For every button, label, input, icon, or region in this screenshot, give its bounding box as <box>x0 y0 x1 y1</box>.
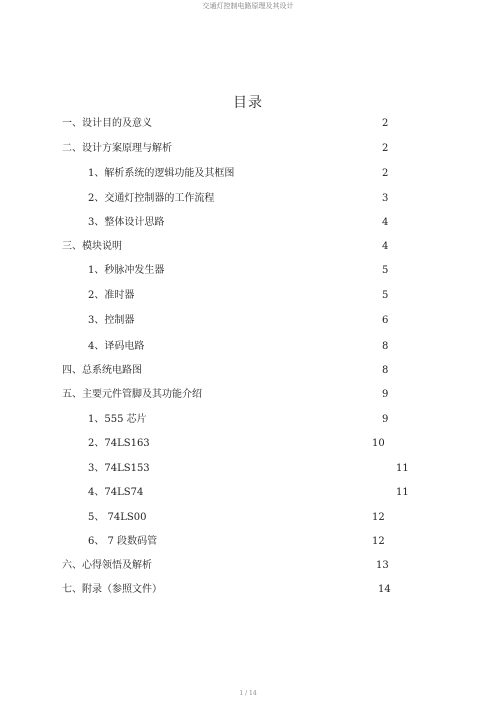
toc-entry-page: 13 <box>376 560 389 571</box>
toc-entry-label: 3、控制器 <box>88 315 135 326</box>
toc-entry-page: 2 <box>382 143 389 154</box>
page-header: 交通灯控制电路原理及其设计 <box>202 2 294 10</box>
toc-entry-page: 3 <box>382 193 389 204</box>
toc-entry-label: 1、555 芯片 <box>88 414 147 425</box>
toc-entry-page: 11 <box>396 463 409 474</box>
toc-entry-label: 4、74LS74 <box>88 487 144 498</box>
toc-entry-page: 9 <box>382 389 389 400</box>
toc-entry-page: 4 <box>382 217 389 228</box>
toc-entry-label: 2、74LS163 <box>88 438 150 449</box>
toc-title: 目录 <box>233 95 263 111</box>
page-footer: 1 / 14 <box>239 690 257 697</box>
toc-entry-label: 3、整体设计思路 <box>88 217 165 228</box>
toc-entry-page: 12 <box>372 512 385 523</box>
toc-entry-label: 1、秒脉冲发生器 <box>88 265 165 276</box>
toc-entry-label: 2、交通灯控制器的工作流程 <box>88 193 215 204</box>
toc-entry-page: 11 <box>396 487 409 498</box>
toc-entry-label: 三、模块说明 <box>62 241 122 252</box>
toc-entry-page: 2 <box>382 118 389 129</box>
toc-entry-label: 2、准时器 <box>88 290 135 301</box>
toc-entry-page: 8 <box>382 365 389 376</box>
toc-entry-label: 6、 7 段数码管 <box>88 536 158 547</box>
toc-entry-label: 四、总系统电路图 <box>62 365 142 376</box>
toc-entry-page: 4 <box>382 241 389 252</box>
toc-entry-label: 4、译码电路 <box>88 341 145 352</box>
toc-entry-label: 3、74LS153 <box>88 463 150 474</box>
toc-entry-page: 2 <box>382 168 389 179</box>
toc-entry-label: 1、解析系统的逻辑功能及其框图 <box>88 168 235 179</box>
toc-entry-label: 一、设计目的及意义 <box>62 118 152 129</box>
toc-entry-page: 6 <box>382 315 389 326</box>
toc-entry-page: 9 <box>382 414 389 425</box>
toc-entry-label: 二、设计方案原理与解析 <box>62 143 172 154</box>
toc-entry-page: 14 <box>378 584 391 595</box>
toc-entry-page: 12 <box>372 536 385 547</box>
toc-entry-label: 六、心得领悟及解析 <box>62 560 152 571</box>
toc-entry-label: 5、 74LS00 <box>88 512 147 523</box>
toc-entry-page: 5 <box>382 290 389 301</box>
toc-entry-label: 七、附录（参照文件） <box>62 584 162 595</box>
toc-entry-page: 8 <box>382 341 389 352</box>
toc-entry-label: 五、主要元件管脚及其功能介绍 <box>62 389 202 400</box>
toc-entry-page: 5 <box>382 265 389 276</box>
toc-entry-page: 10 <box>372 438 385 449</box>
